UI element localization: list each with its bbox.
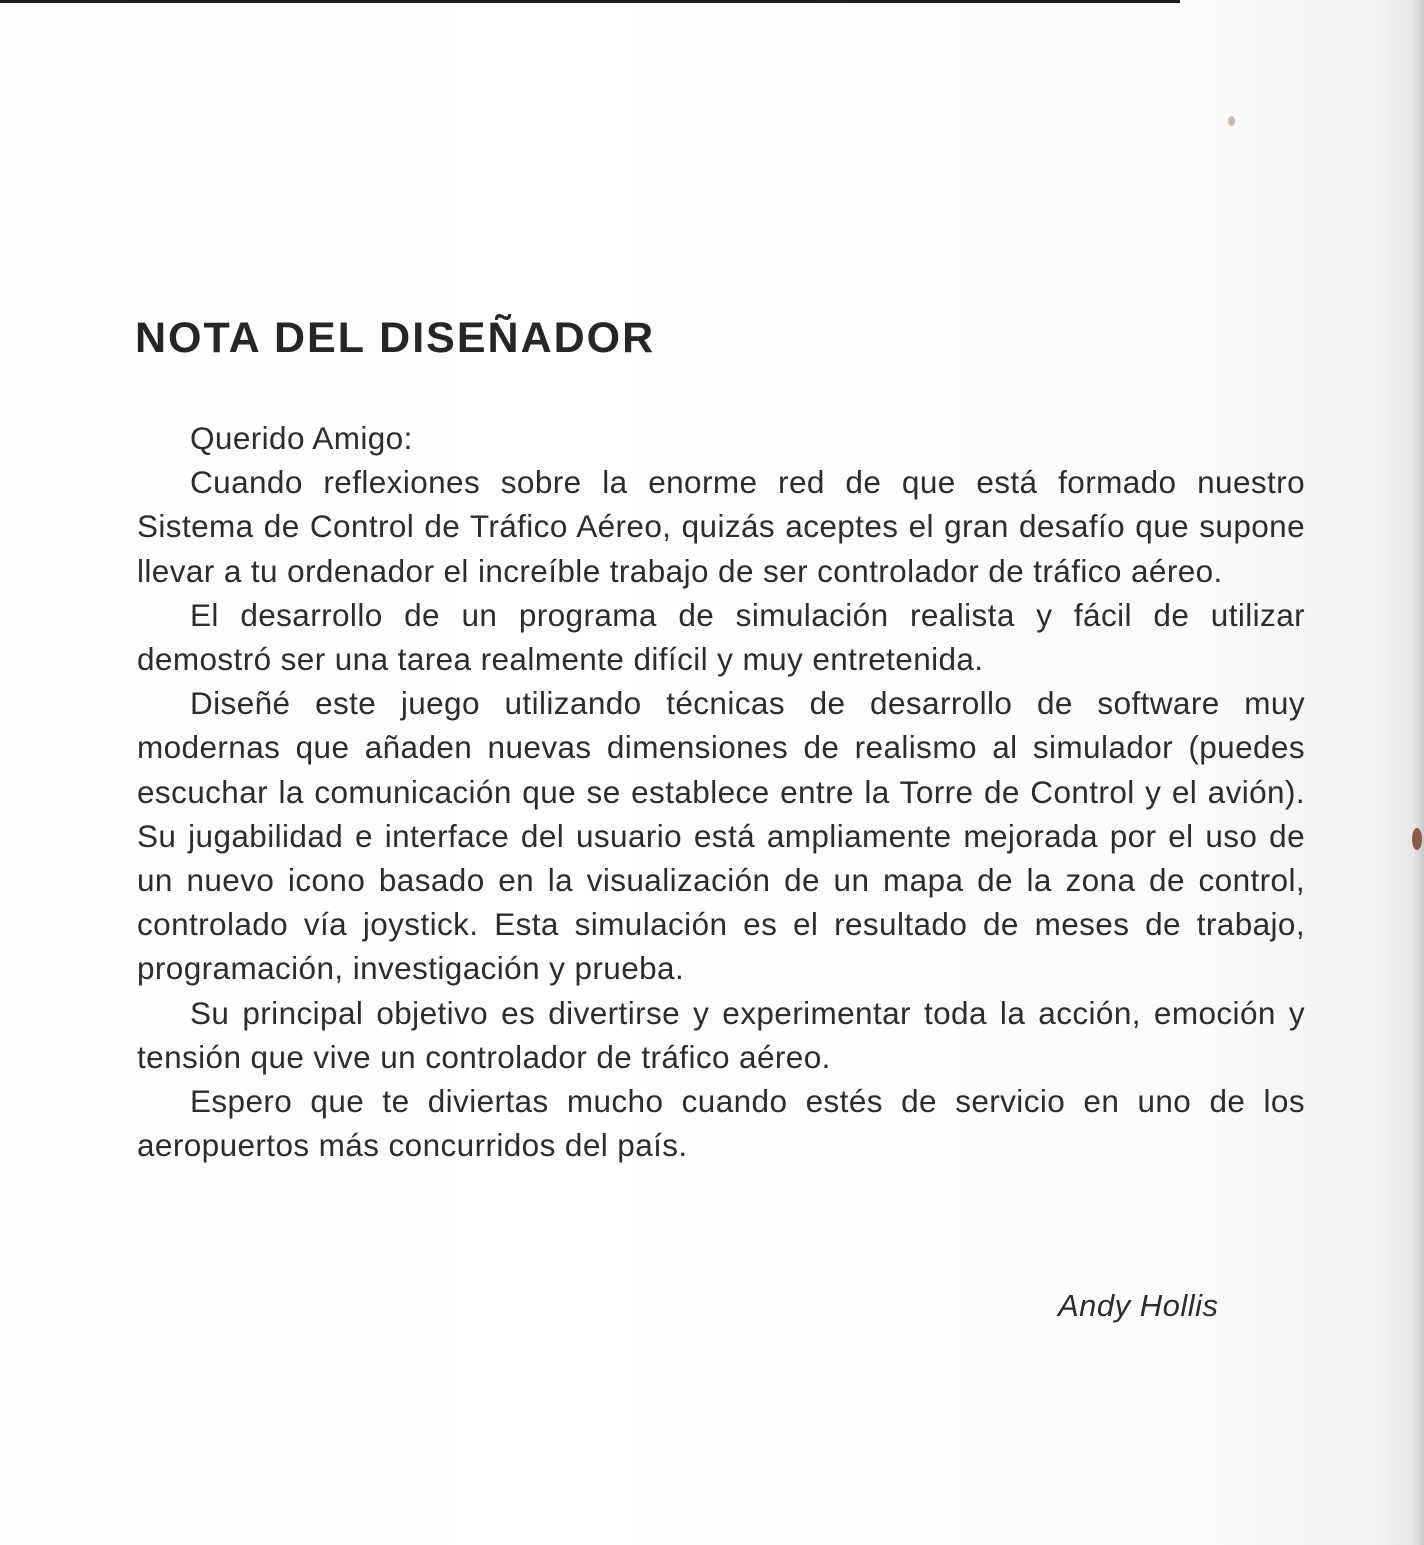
signature: Andy Hollis (1058, 1288, 1219, 1323)
letter-body (137, 416, 1305, 1167)
page-binding-shadow (1412, 0, 1424, 1545)
page-top-edge (0, 0, 1180, 3)
paragraph-5: Espero que te diviertas mucho cuando estés de servicio en uno de los aeropuertos más concurridos del país. (137, 1083, 1305, 1164)
paragraph-2: El desarrollo de un programa de simulación realista y fácil de utilizar demostró ser una tarea realmente difícil y muy entretenida. (137, 596, 1305, 678)
paragraph-1: Cuando reflexiones sobre la enorme red de que está formado nuestro Sistema de Control de Tráfico Aéreo, quizás aceptes el gran desafío que supone llevar a tu ordenador el increíble trabajo de ser controlador de tráfico aéreo. (137, 464, 1305, 589)
paper-speck (1412, 828, 1422, 850)
page-title: NOTA DEL DISEÑADOR (135, 314, 656, 362)
paragraph-4: Su principal objetivo es divertirse y experimentar toda la acción, emoción y tensión que vive un controlador de tráfico aéreo. (137, 994, 1305, 1075)
greeting: Querido Amigo: (190, 420, 413, 456)
paragraph-3: Diseñé este juego utilizando técnicas de desarrollo de software muy modernas que añaden nuevas dimensiones de realismo al simulador (puedes escuchar la comunicación que se establece entre la Torre de Control y el avión). Su jugabilidad e interface del usuario está ampliamente mejorada por el uso de un nuevo icono basado en la visualización de un mapa de la zona de control, controlado vía joystick. Esta simulación es el resultado de meses de trabajo, programación, investigación y prueba. (137, 685, 1305, 987)
paper-speck (1228, 116, 1235, 126)
